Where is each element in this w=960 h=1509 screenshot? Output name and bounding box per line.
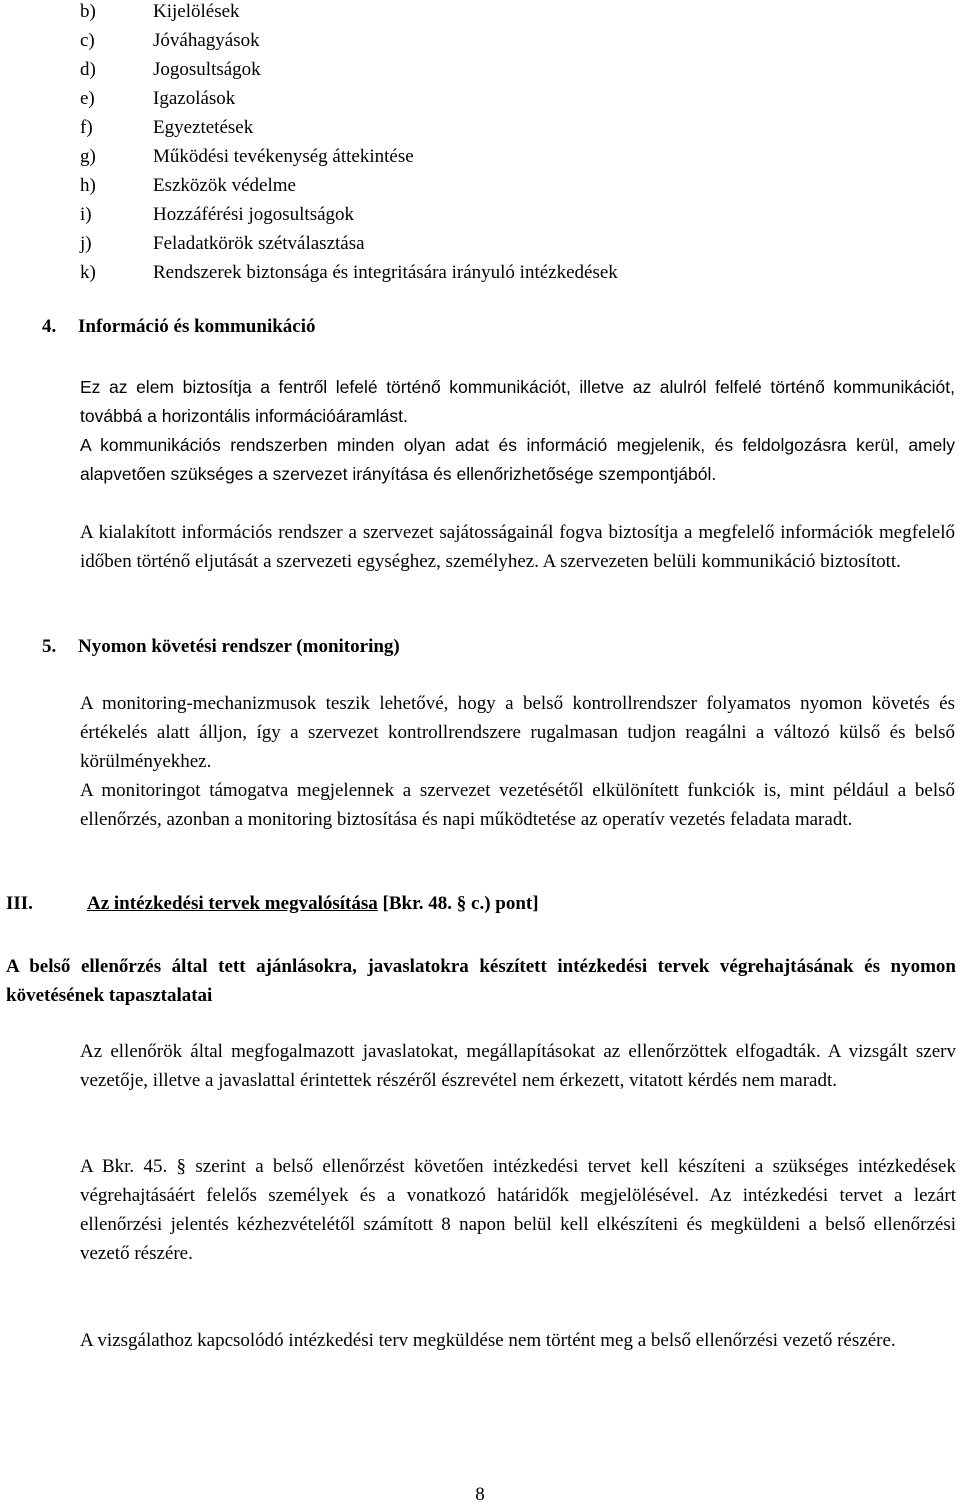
list-text: Feladatkörök szétválasztása: [153, 233, 365, 254]
list-letter: d): [80, 59, 96, 80]
list-text: Egyeztetések: [153, 117, 254, 138]
list-letter: c): [80, 30, 95, 51]
section-title: [87, 893, 539, 915]
section-title: Nyomon követési rendszer (monitoring): [78, 636, 400, 657]
list-text: Jogosultságok: [153, 59, 261, 80]
section-III-subtitle: A belső ellenőrzés által tett ajánlásokra, javaslatokra készített intézkedési tervek végrehajtásának és nyomon követésének tapasztalatai: [6, 956, 956, 1006]
section-title: Információ és kommunikáció: [78, 316, 316, 337]
list-letter: e): [80, 88, 95, 109]
list-letter: i): [80, 204, 92, 225]
list-letter: j): [80, 233, 92, 254]
section-4-paragraph-3: A kialakított információs rendszer a szervezet sajátosságainál fogva biztosítja a megfelelő információk megfelelő időben történő eljutását a szervezeti egységhez, személyhez. A szervezeten belüli kommunikáció biztosított.: [80, 522, 955, 572]
section-III-paragraph-3: A vizsgálathoz kapcsolódó intézkedési terv megküldése nem történt meg a belső ellenőrzési vezető részére.: [80, 1330, 896, 1351]
list-letter: f): [80, 117, 93, 138]
list-letter: k): [80, 262, 96, 283]
list-text: Hozzáférési jogosultságok: [153, 204, 355, 225]
page-number: 8: [475, 1484, 485, 1505]
list-letter: b): [80, 1, 96, 22]
list-text: Jóváhagyások: [153, 30, 260, 51]
section-5-paragraph-2: A monitoringot támogatva megjelennek a szervezet vezetésétől elkülönített funkciók is, mint például a belső ellenőrzés, azonban a monitoring biztosítása és napi működtetése az operatív vezetés feladata maradt.: [80, 780, 955, 830]
section-number: III.: [6, 893, 33, 914]
list-text: Működési tevékenység áttekintése: [153, 146, 414, 167]
list-letter: g): [80, 146, 96, 167]
section-III-paragraph-2: A Bkr. 45. § szerint a belső ellenőrzést követően intézkedési tervet kell készíteni a szükséges intézkedések végrehajtásáért felelős személyek és a vonatkozó határidők megjelölésével. Az intézkedési tervet a lezárt ellenőrzési jelentés kézhezvételétől számított 8 napon belül kell elkészíteni és megküldeni a belső ellenőrzési vezető részére.: [80, 1156, 956, 1264]
section-title-reference: [Bkr. 48. § c.) pont]: [377, 893, 539, 914]
section-4-paragraph-1: Ez az elem biztosítja a fentről lefelé történő kommunikációt, illetve az alulról felfelé történő kommunikációt, továbbá a horizontális információáramlást.: [80, 377, 955, 426]
section-4-paragraph-2: A kommunikációs rendszerben minden olyan adat és információ megjelenik, és feldolgozásra kerül, amely alapvetően szükséges a szervezet irányítása és ellenőrizhetősége szempontjából.: [80, 435, 955, 484]
section-5-paragraph-1: A monitoring-mechanizmusok teszik lehetővé, hogy a belső kontrollrendszer folyamatos nyomon követés és értékelés alatt álljon, így a szervezet kontrollrendszere rugalmasan tudjon reagálni a változó külső és belső körülményekhez.: [80, 693, 955, 772]
list-text: Eszközök védelme: [153, 175, 296, 196]
list-text: Igazolások: [153, 88, 236, 109]
list-text: Kijelölések: [153, 1, 240, 22]
list-text: Rendszerek biztonsága és integritására irányuló intézkedések: [153, 262, 618, 283]
section-number: 5.: [42, 636, 57, 657]
section-number: 4.: [42, 316, 57, 337]
section-III-paragraph-1: Az ellenőrök által megfogalmazott javaslatokat, megállapításokat az ellenőrzöttek elfogadták. A vizsgált szerv vezetője, illetve a javaslattal érintettek részéről észrevétel nem érkezett, vitatott kérdés nem maradt.: [80, 1041, 956, 1091]
list-letter: h): [80, 175, 96, 196]
section-title-underlined: Az intézkedési tervek megvalósítása: [87, 893, 378, 914]
